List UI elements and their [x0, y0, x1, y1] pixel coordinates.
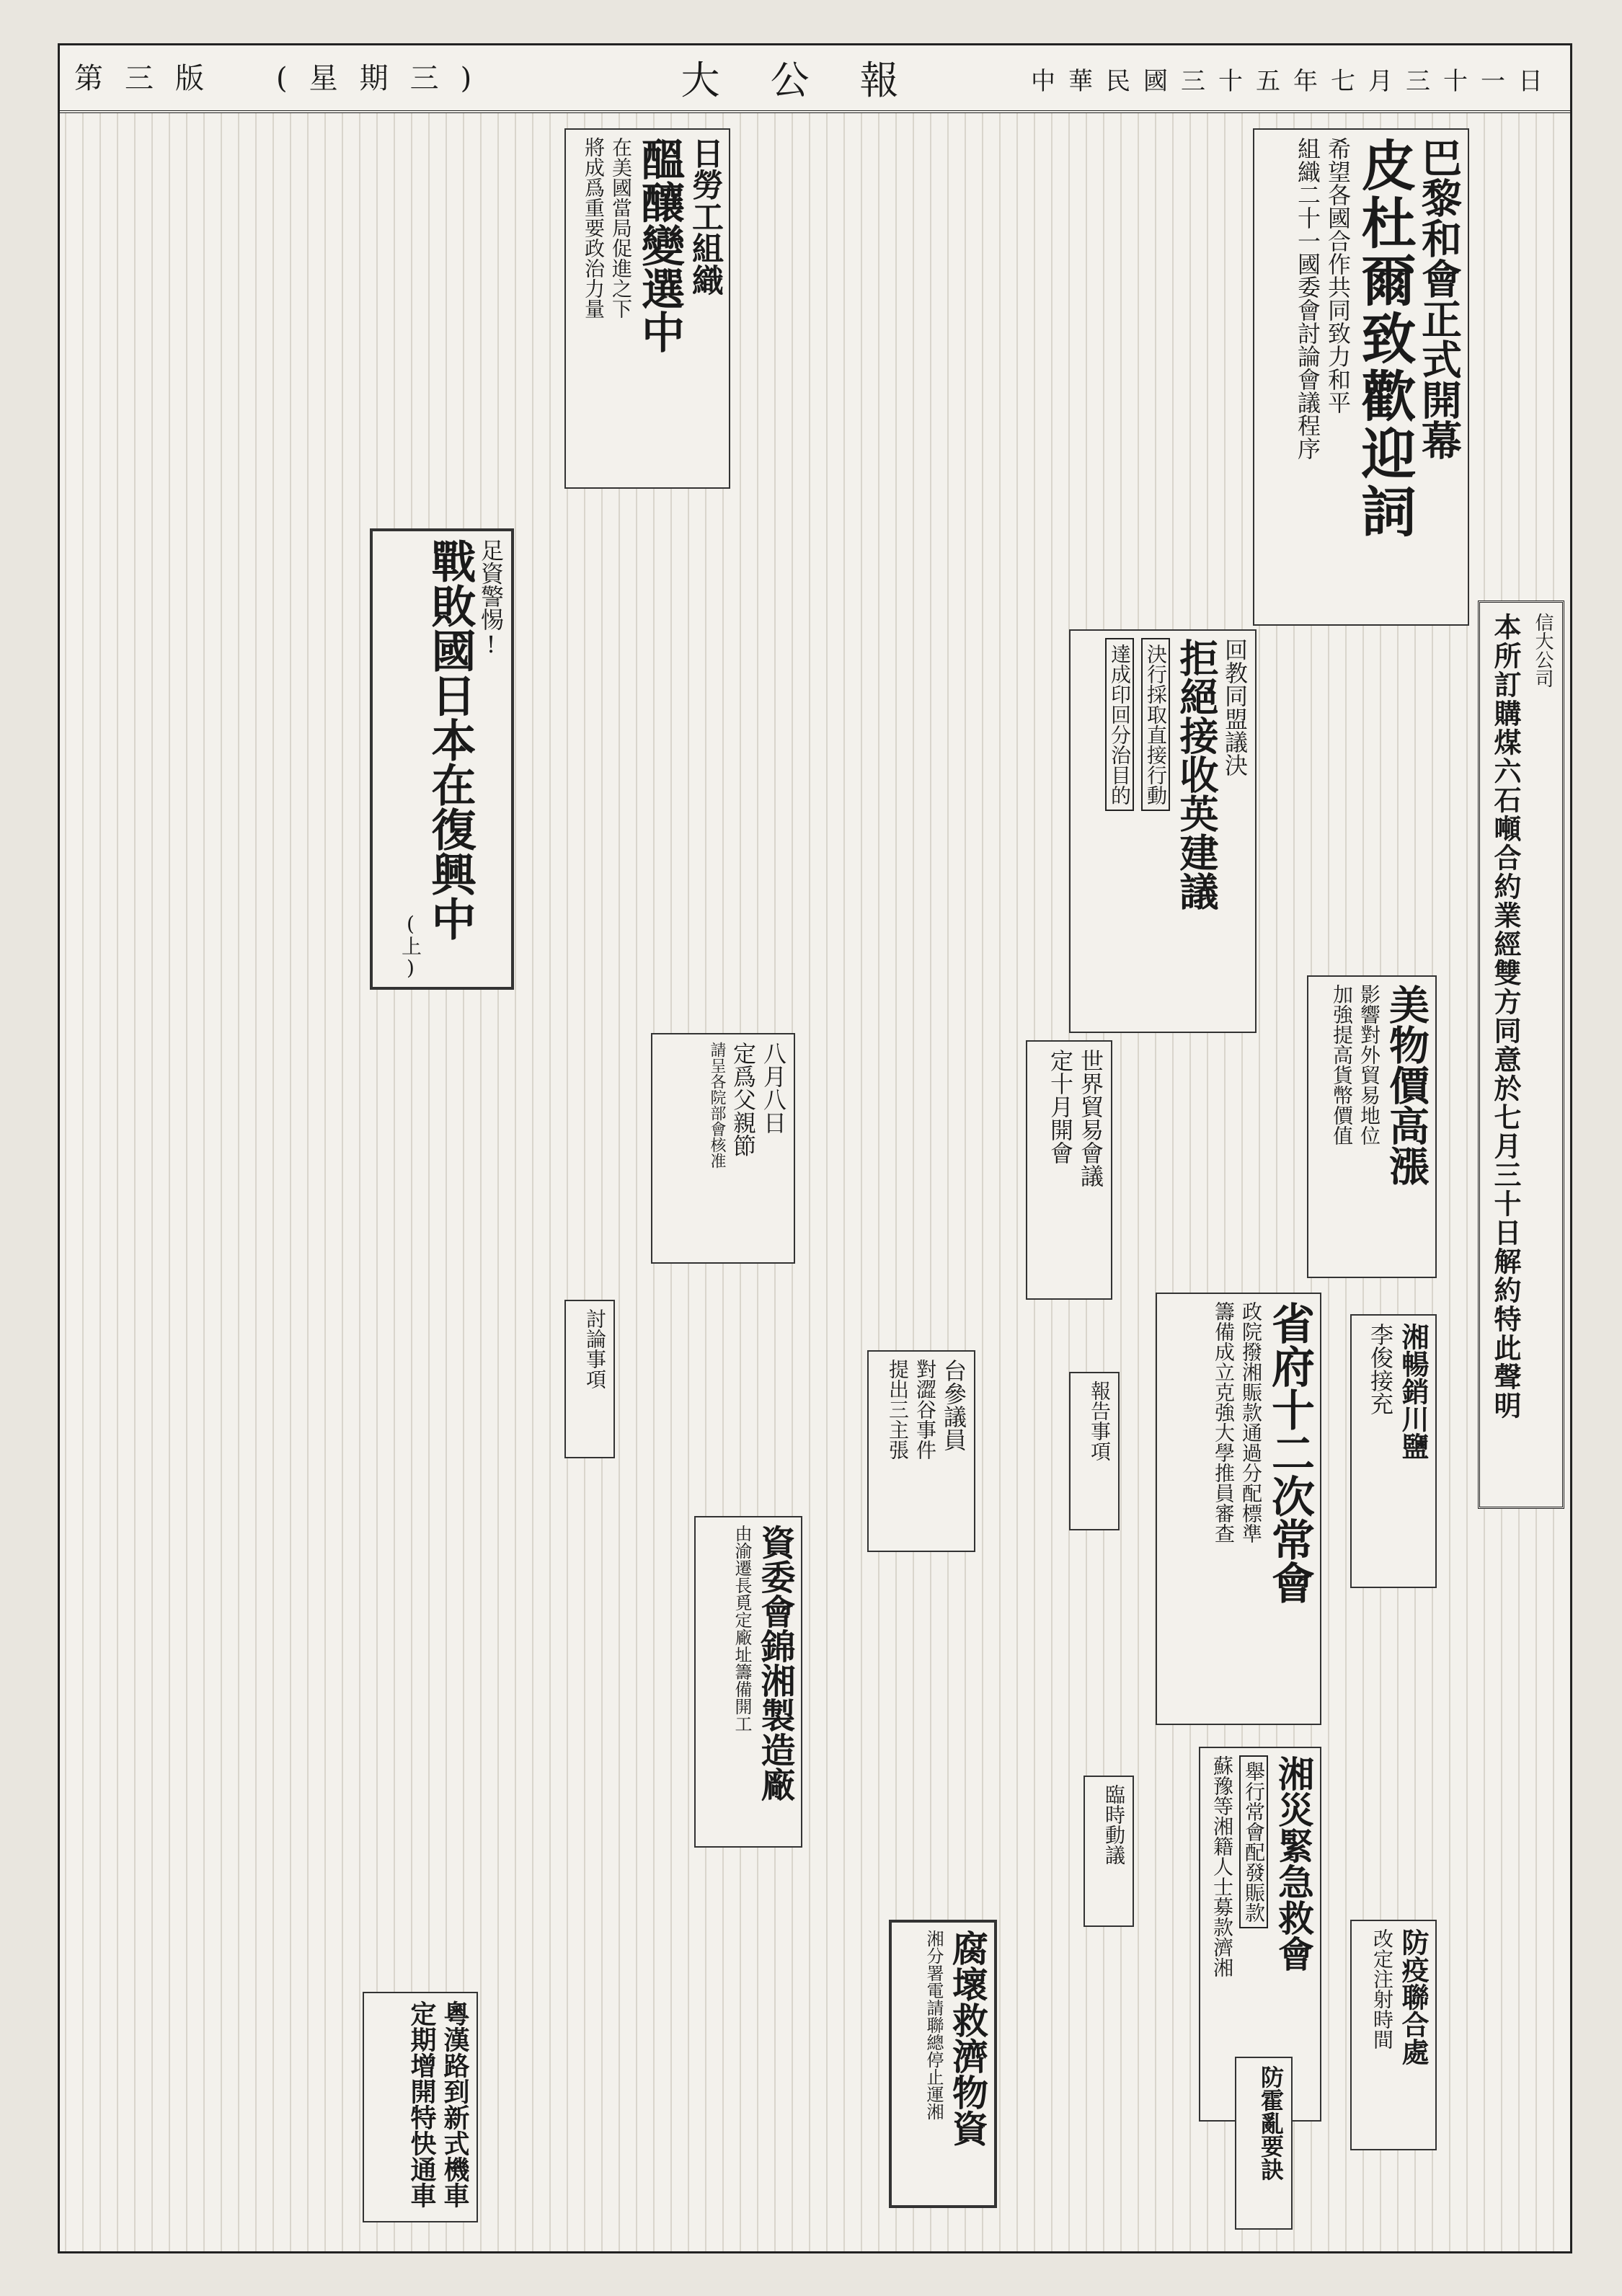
report-label: 報告事項	[1088, 1380, 1112, 1461]
supplies-headline: 腐壞救濟物資	[947, 1930, 989, 2146]
newspaper-page	[58, 43, 1572, 2253]
salt-byline: 李俊接充	[1367, 1323, 1394, 1415]
article-british	[1069, 629, 1257, 1033]
paris-subhead-1: 希望各國合作共同致力和平	[1324, 137, 1352, 414]
labor-kicker: 日勞工組織	[686, 137, 723, 296]
salt-headline: 湘暢銷川鹽	[1397, 1323, 1430, 1460]
fathersday-date: 八月八日	[760, 1042, 787, 1134]
article-taiwan	[867, 1350, 975, 1552]
article-epidemic	[1350, 1920, 1437, 2150]
taiwan-subhead-2: 提出三主張	[886, 1359, 910, 1460]
railway-subhead: 定期增開特快通車	[407, 2000, 437, 2208]
labor-subhead-1: 在美國當局促進之下	[609, 137, 633, 319]
article-railway	[363, 1992, 478, 2222]
box-temp	[1083, 1776, 1134, 1927]
fathersday-headline: 定爲父親節	[730, 1042, 757, 1157]
japan-kicker: 足資警惕!	[477, 538, 505, 658]
british-subhead-3: 達成印回分治目的	[1105, 638, 1134, 811]
taiwan-subhead-1: 對澀谷事件	[913, 1359, 937, 1460]
prices-headline: 美物價高漲	[1383, 984, 1430, 1186]
box-report	[1069, 1372, 1120, 1530]
newspaper-name: 大公報	[681, 58, 949, 103]
japan-headline: 戰敗國日本在復興中	[424, 538, 477, 941]
article-steel	[694, 1516, 802, 1848]
british-headline: 拒絕接收英建議	[1174, 638, 1220, 910]
paris-headline: 皮杜爾致歡迎詞	[1352, 137, 1417, 541]
article-prices	[1307, 975, 1437, 1278]
fathersday-subhead: 請呈各院部會核准	[708, 1042, 726, 1169]
provincial-subhead-2: 籌備成立克強大學推員審查	[1212, 1301, 1236, 1543]
prices-subhead-2: 加強提高貨幣價值	[1330, 984, 1354, 1145]
notice-company: 信大公司	[1532, 613, 1554, 688]
wtc-headline: 世界貿易會議	[1077, 1049, 1104, 1187]
relief-headline: 湘災緊急救會	[1272, 1755, 1315, 1972]
article-labor	[564, 128, 730, 489]
discuss-label: 討論事項	[583, 1308, 607, 1389]
japan-part: (上)	[399, 912, 422, 980]
provincial-headline: 省府十二次常會	[1264, 1301, 1315, 1604]
cholera-headline: 防霍亂要訣	[1257, 2065, 1285, 2181]
provincial-subhead-1: 政院撥湘賑款通過分配標準	[1239, 1301, 1263, 1543]
article-japan	[370, 528, 514, 990]
masthead	[60, 45, 1570, 113]
masthead-date: 中華民國三十五年七月三十一日	[1031, 67, 1556, 96]
article-provincial	[1156, 1293, 1321, 1725]
prices-subhead-1: 影響對外貿易地位	[1357, 984, 1381, 1145]
article-salt	[1350, 1314, 1437, 1588]
british-subhead-2: 決行採取直接行動	[1141, 638, 1170, 811]
epidemic-subhead: 改定注射時間	[1370, 1928, 1394, 2049]
relief-subhead-1: 舉行常會配發賑款	[1239, 1755, 1268, 1928]
british-subhead-1: 回教同盟議決	[1221, 638, 1249, 776]
notice-text: 本所訂購煤六石噸合約業經雙方同意於七月三十日解約特此聲明	[1489, 613, 1522, 1420]
article-paris	[1253, 128, 1469, 626]
relief-subhead-2: 蘇豫等湘籍人士募款濟湘	[1210, 1755, 1234, 1977]
paris-kicker: 巴黎和會正式開幕	[1415, 137, 1463, 460]
labor-headline: 醞釀變選中	[634, 137, 685, 353]
page-number: 第三版	[74, 62, 226, 95]
wtc-subhead: 定十月開會	[1047, 1049, 1074, 1164]
article-supplies	[889, 1920, 997, 2208]
notice-strip	[1478, 600, 1564, 1509]
epidemic-headline: 防疫聯合處	[1397, 1928, 1430, 2065]
supplies-subhead: 湘分署電請聯總停止運湘	[923, 1930, 944, 2120]
taiwan-headline: 台參議員	[940, 1359, 967, 1451]
steel-headline: 資委會錦湘製造廠	[755, 1525, 795, 1801]
steel-subhead: 由渝遷長覓定廠址籌備開工	[732, 1525, 752, 1732]
article-fathersday	[651, 1033, 795, 1264]
masthead-weekday: (星期三)	[276, 62, 494, 95]
labor-subhead-2: 將成爲重要政治力量	[582, 137, 606, 319]
paris-subhead-2: 組織二十一國委會討論會議程序	[1294, 137, 1321, 460]
article-cholera	[1235, 2057, 1293, 2230]
temp-label: 臨時動議	[1102, 1784, 1126, 1865]
railway-headline: 粵漢路到新式機車	[440, 2000, 470, 2208]
box-discuss	[564, 1300, 615, 1458]
article-wtc	[1026, 1040, 1112, 1300]
